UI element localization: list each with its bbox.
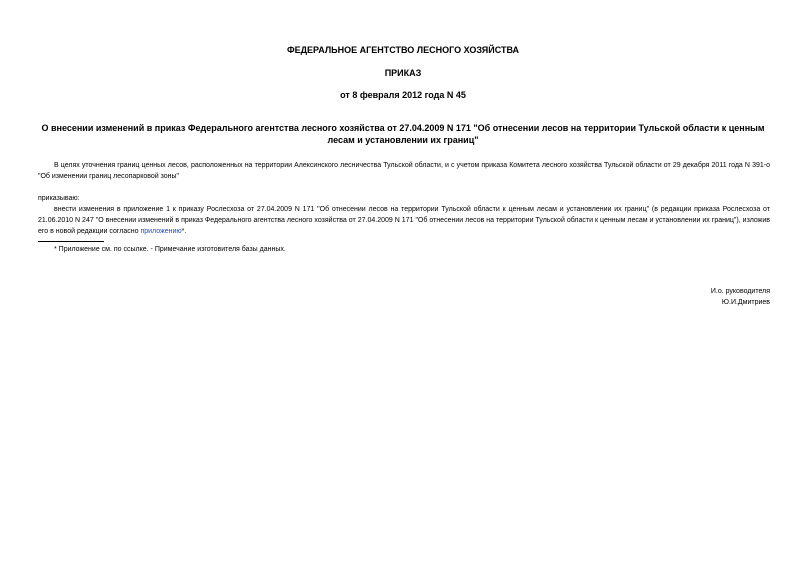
document-title: О внесении изменений в приказ Федерального агентства лесного хозяйства от 27.04.2009 N 171 "Об отнесении лесов на территории Тульской области к ценным лесам и установлении их границ": [41, 123, 765, 145]
agency-heading: ФЕДЕРАЛЬНОЕ АГЕНТСТВО ЛЕСНОГО ХОЗЯЙСТВА: [286, 45, 520, 55]
document-date: от 8 февраля 2012 года N 45: [340, 90, 466, 100]
order-word: приказываю:: [38, 195, 80, 202]
footnote-divider: [38, 241, 104, 242]
order-text: внести изменения в приложение 1 к приказу Рослесхоза от 27.04.2009 N 171 "Об отнесении лесов на территории Тульской области к ценным лесам и установлении их границ" (в редакции приказа Рослесхоза от 21.06.2010 N 247 "О внесении изменений в приказ Федерального агентства лесного хозяйства от 27.04.2009 N 171 "Об отнесении лесов на территории Тульской области к ценным лесам и установлении их границ"), изложив его в новой редакции согласно: [38, 206, 770, 235]
order-text-end: *.: [181, 228, 187, 235]
preamble-paragraph: В целях уточнения границ ценных лесов, расположенных на территории Алексинского лесничества Тульской области, и с учетом приказа Комитета лесного хозяйства Тульской области от 29 декабря 2011 года N 391-о "Об изменении границ лесопарковой зоны": [38, 162, 770, 180]
signatory-position: И.о. руководителя: [710, 288, 770, 295]
appendix-link[interactable]: приложению: [140, 228, 182, 235]
document-type: ПРИКАЗ: [384, 68, 422, 78]
signatory-name: Ю.И.Дмитриев: [721, 299, 770, 306]
footnote-text: * Приложение см. по ссылке. - Примечание изготовителя базы данных.: [54, 246, 286, 253]
order-paragraph: [38, 204, 770, 237]
